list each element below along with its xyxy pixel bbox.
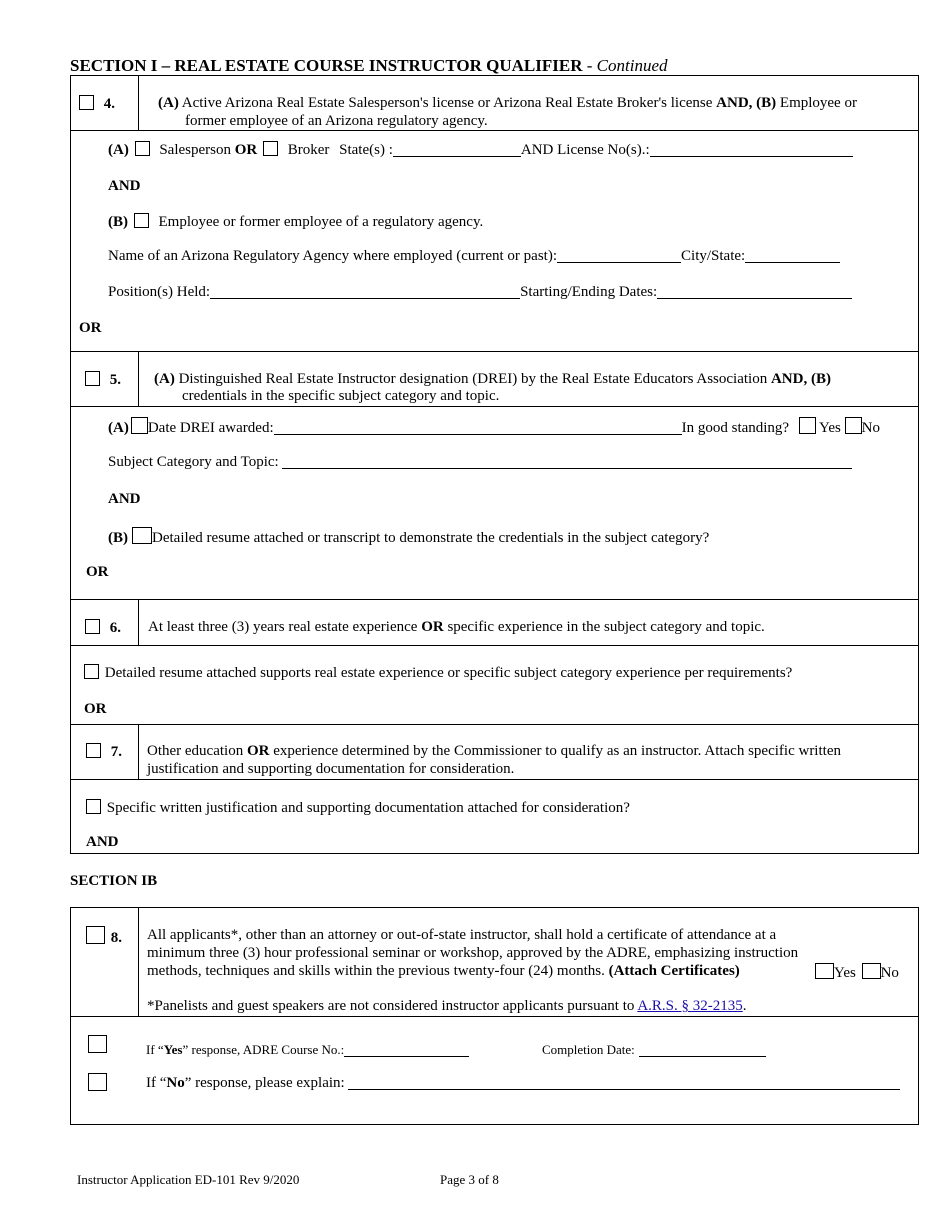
good-standing-yes-checkbox[interactable]	[799, 417, 816, 434]
q4-checkbox-group	[79, 95, 115, 113]
subject-row: Subject Category and Topic:	[108, 454, 852, 471]
subject-field[interactable]	[282, 454, 852, 469]
q7-text-line2: justification and supporting documentation for consideration.	[147, 761, 515, 777]
q5-checkbox-group	[85, 371, 121, 389]
drei-date-field[interactable]	[274, 420, 682, 435]
and-label: AND	[108, 491, 141, 507]
q7-text-line1: Other education OR experience determined by the Commissioner to qualify as an instructor. Attach specific written	[147, 743, 841, 759]
q8-no-checkbox[interactable]	[862, 963, 881, 979]
adre-course-no-field[interactable]	[344, 1044, 469, 1057]
continued-label: Continued	[596, 56, 668, 75]
divider	[70, 645, 919, 646]
position-row: Position(s) Held: Starting/Ending Dates:	[108, 284, 852, 301]
q4-number: 4.	[103, 96, 115, 112]
city-state-field[interactable]	[745, 248, 840, 263]
q8-checkbox-group	[86, 926, 122, 947]
divider	[70, 1016, 919, 1017]
yes-response-checkbox[interactable]	[88, 1035, 107, 1053]
q6-resume-row: Detailed resume attached supports real estate experience or specific subject category experience per requirements?	[84, 664, 792, 682]
divider	[138, 599, 139, 645]
q6-resume-checkbox[interactable]	[84, 664, 99, 679]
q6-checkbox[interactable]	[85, 619, 100, 634]
or-label: OR	[79, 320, 102, 336]
page-number: Page 3 of 8	[440, 1172, 499, 1187]
divider	[138, 351, 139, 406]
divider	[138, 75, 139, 130]
resume-transcript-checkbox[interactable]	[132, 527, 152, 544]
agency-field[interactable]	[557, 248, 681, 263]
or-label: OR	[84, 701, 107, 717]
divider	[138, 907, 139, 1016]
q5-number: 5.	[109, 372, 121, 388]
positions-field[interactable]	[210, 284, 520, 299]
q8-text-line3: methods, techniques and skills within the previous twenty-four (24) months. (Attach Certificates)	[147, 963, 740, 979]
q8-yes-checkbox[interactable]	[815, 963, 834, 979]
broker-checkbox[interactable]	[263, 141, 278, 156]
q8-text-line2: minimum three (3) hour professional seminar or workshop, approved by the ADRE, emphasizing instruction	[147, 945, 799, 961]
completion-row: Completion Date:	[542, 1042, 766, 1059]
employee-checkbox[interactable]	[134, 213, 149, 228]
and-label: AND	[108, 178, 141, 194]
q6-checkbox-group	[85, 619, 121, 637]
divider	[138, 724, 139, 779]
or-label: OR	[86, 564, 109, 580]
section-title: SECTION I – REAL ESTATE COURSE INSTRUCTOR QUALIFIER	[70, 56, 583, 75]
q4-checkbox[interactable]	[79, 95, 94, 110]
q7-justification-checkbox[interactable]	[86, 799, 101, 814]
q4-license-row: (A) Salesperson OR Broker State(s) : AND License No(s).:	[108, 141, 853, 159]
q5-checkbox[interactable]	[85, 371, 100, 386]
form-id: Instructor Application ED-101 Rev 9/2020	[77, 1172, 300, 1187]
question-6-block	[70, 599, 919, 725]
q8-number: 8.	[110, 930, 122, 946]
no-response-checkbox[interactable]	[88, 1073, 107, 1091]
good-standing-no-checkbox[interactable]	[845, 417, 862, 434]
agency-row: Name of an Arizona Regulatory Agency where employed (current or past): City/State:	[108, 248, 840, 265]
q5-text-line2: credentials in the specific subject category and topic.	[182, 388, 500, 404]
q7-checkbox-group	[86, 743, 122, 761]
divider	[70, 779, 919, 780]
dates-field[interactable]	[657, 284, 852, 299]
q8-note: *Panelists and guest speakers are not considered instructor applicants pursuant to A.R.S. § 32-2135.	[147, 998, 747, 1014]
states-field[interactable]	[393, 142, 521, 157]
no-response-row: If “No” response, please explain:	[146, 1075, 900, 1092]
drei-row: (A) Date DREI awarded: In good standing? Yes No	[108, 417, 880, 437]
completion-date-field[interactable]	[639, 1044, 766, 1057]
salesperson-checkbox[interactable]	[135, 141, 150, 156]
q7-number: 7.	[110, 744, 122, 760]
ars-link[interactable]: A.R.S. § 32-2135	[637, 998, 743, 1014]
q6-text: At least three (3) years real estate experience OR specific experience in the subject category and topic.	[148, 619, 765, 635]
section-ib-title: SECTION IB	[70, 873, 158, 889]
yes-response-row: If “Yes” response, ADRE Course No.:	[146, 1042, 469, 1059]
q7-checkbox[interactable]	[86, 743, 101, 758]
q6-number: 6.	[109, 620, 121, 636]
drei-resume-row: (B) Detailed resume attached or transcript to demonstrate the credentials in the subject category?	[108, 527, 709, 547]
q8-checkbox[interactable]	[86, 926, 105, 944]
explain-field[interactable]	[348, 1075, 900, 1090]
and-label: AND	[86, 834, 119, 850]
q7-justification-row: Specific written justification and supporting documentation attached for consideration?	[86, 799, 630, 817]
license-no-field[interactable]	[650, 142, 853, 157]
q4-text-line1: (A) Active Arizona Real Estate Salesperson's license or Arizona Real Estate Broker's license AND, (B) Employee or	[158, 95, 857, 111]
divider	[70, 406, 919, 407]
attach-certificates-label: (Attach Certificates)	[608, 963, 740, 979]
q8-text-line1: All applicants*, other than an attorney or out-of-state instructor, shall hold a certificate of attendance at a	[147, 927, 777, 943]
q5-text-line1: (A) Distinguished Real Estate Instructor designation (DREI) by the Real Estate Educators Association AND, (B)	[154, 371, 831, 387]
section-header: SECTION I – REAL ESTATE COURSE INSTRUCTOR QUALIFIER - Continued	[70, 56, 668, 75]
q4-employee-row: (B) Employee or former employee of a regulatory agency.	[108, 214, 484, 230]
drei-checkbox[interactable]	[131, 417, 148, 434]
q8-yes-no: Yes No	[815, 963, 899, 982]
divider	[70, 130, 919, 131]
q4-text-line2: former employee of an Arizona regulatory agency.	[185, 113, 488, 129]
